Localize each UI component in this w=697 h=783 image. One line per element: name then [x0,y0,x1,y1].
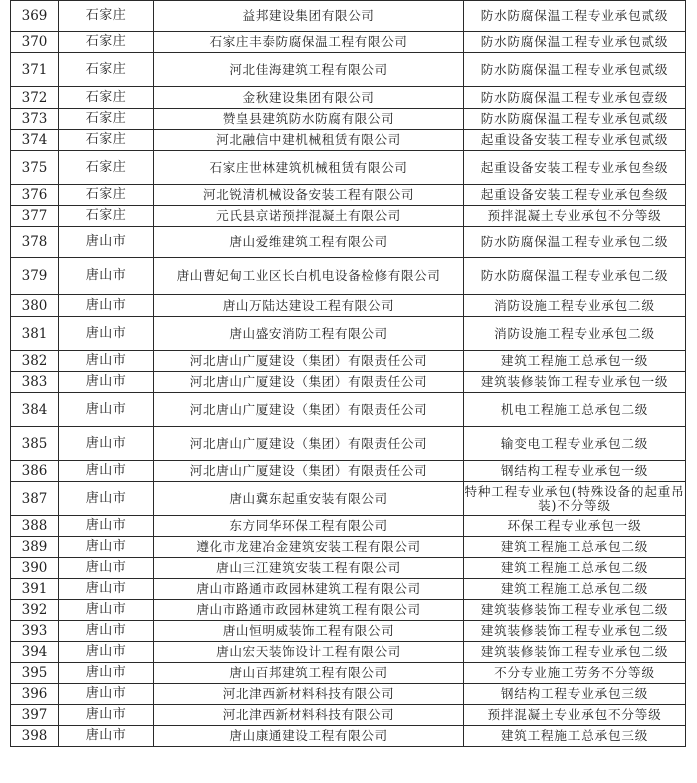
row-number: 386 [11,461,59,482]
row-city: 唐山市 [59,427,154,461]
row-number: 388 [11,516,59,537]
row-number: 395 [11,663,59,684]
table-row [11,53,686,87]
table-row [11,87,686,109]
row-city: 唐山市 [59,258,154,295]
table-row [11,185,686,206]
table-row [11,227,686,258]
row-city: 唐山市 [59,684,154,705]
row-number: 387 [11,482,59,516]
row-number: 377 [11,206,59,227]
row-number: 384 [11,393,59,427]
row-number: 378 [11,227,59,258]
row-city: 唐山市 [59,393,154,427]
row-number: 393 [11,621,59,642]
row-company: 唐山市路通市政园林建筑工程有限公司 [154,600,464,621]
row-city: 唐山市 [59,372,154,393]
table-row [11,295,686,317]
table-row [11,1,686,32]
table-row [11,579,686,600]
row-city: 石家庄 [59,130,154,151]
row-qualification: 起重设备安装工程专业承包叁级 [464,151,686,185]
row-qualification: 消防设施工程专业承包二级 [464,295,686,317]
row-company: 唐山康通建设工程有限公司 [154,726,464,747]
table-row [11,600,686,621]
row-number: 398 [11,726,59,747]
row-qualification: 钢结构工程专业承包三级 [464,684,686,705]
row-company: 唐山盛安消防工程有限公司 [154,317,464,351]
row-number: 390 [11,558,59,579]
table-row [11,130,686,151]
row-qualification: 建筑工程施工总承包二级 [464,579,686,600]
row-company: 河北融信中建机械租赁有限公司 [154,130,464,151]
row-qualification: 环保工程专业承包一级 [464,516,686,537]
table-row [11,351,686,372]
row-company: 河北佳海建筑工程有限公司 [154,53,464,87]
row-city: 石家庄 [59,109,154,130]
row-company: 唐山恒明威装饰工程有限公司 [154,621,464,642]
row-qualification: 建筑工程施工总承包三级 [464,726,686,747]
table-row [11,393,686,427]
row-number: 370 [11,32,59,53]
row-city: 唐山市 [59,537,154,558]
row-city: 唐山市 [59,600,154,621]
row-company: 唐山市路通市政园林建筑工程有限公司 [154,579,464,600]
row-qualification: 不分专业施工劳务不分等级 [464,663,686,684]
row-city: 唐山市 [59,461,154,482]
row-company: 东方同华环保工程有限公司 [154,516,464,537]
row-qualification: 建筑装修装饰工程专业承包二级 [464,600,686,621]
table-row [11,372,686,393]
row-number: 380 [11,295,59,317]
row-number: 389 [11,537,59,558]
row-qualification: 输变电工程专业承包二级 [464,427,686,461]
row-number: 383 [11,372,59,393]
row-company: 石家庄丰泰防腐保温工程有限公司 [154,32,464,53]
row-company: 河北津西新材料科技有限公司 [154,705,464,726]
row-company: 石家庄世林建筑机械租赁有限公司 [154,151,464,185]
table-body [11,1,686,747]
table-row [11,317,686,351]
row-qualification: 消防设施工程专业承包二级 [464,317,686,351]
row-company: 河北津西新材料科技有限公司 [154,684,464,705]
table-row [11,151,686,185]
row-company: 河北唐山广厦建设（集团）有限责任公司 [154,393,464,427]
qualification-table [10,0,686,747]
table-row [11,537,686,558]
row-number: 376 [11,185,59,206]
row-city: 唐山市 [59,579,154,600]
row-city: 唐山市 [59,726,154,747]
row-company: 唐山曹妃甸工业区长白机电设备检修有限公司 [154,258,464,295]
row-number: 379 [11,258,59,295]
table-row [11,461,686,482]
row-qualification: 建筑工程施工总承包一级 [464,351,686,372]
row-city: 唐山市 [59,558,154,579]
row-qualification: 特种工程专业承包(特殊设备的起重吊装)不分等级 [464,482,686,516]
table-row [11,705,686,726]
row-number: 375 [11,151,59,185]
row-qualification: 防水防腐保温工程专业承包贰级 [464,53,686,87]
row-number: 391 [11,579,59,600]
row-qualification: 防水防腐保温工程专业承包二级 [464,258,686,295]
row-city: 唐山市 [59,295,154,317]
row-qualification: 防水防腐保温工程专业承包壹级 [464,87,686,109]
row-company: 唐山万陆达建设工程有限公司 [154,295,464,317]
row-number: 382 [11,351,59,372]
row-company: 河北唐山广厦建设（集团）有限责任公司 [154,427,464,461]
row-qualification: 防水防腐保温工程专业承包二级 [464,227,686,258]
row-city: 唐山市 [59,642,154,663]
row-qualification: 建筑装修装饰工程专业承包一级 [464,372,686,393]
row-city: 唐山市 [59,351,154,372]
row-qualification: 建筑装修装饰工程专业承包二级 [464,642,686,663]
row-city: 唐山市 [59,317,154,351]
table-row [11,663,686,684]
row-qualification: 防水防腐保温工程专业承包贰级 [464,32,686,53]
row-company: 金秋建设集团有限公司 [154,87,464,109]
row-qualification: 防水防腐保温工程专业承包贰级 [464,1,686,32]
row-company: 河北唐山广厦建设（集团）有限责任公司 [154,461,464,482]
row-qualification: 起重设备安装工程专业承包贰级 [464,130,686,151]
row-company: 唐山宏天装饰设计工程有限公司 [154,642,464,663]
row-city: 石家庄 [59,206,154,227]
row-company: 元氏县京诺预拌混凝土有限公司 [154,206,464,227]
row-company: 赞皇县建筑防水防腐有限公司 [154,109,464,130]
row-city: 石家庄 [59,32,154,53]
table-row [11,482,686,516]
row-company: 唐山百邦建筑工程有限公司 [154,663,464,684]
table-row [11,642,686,663]
row-qualification: 预拌混凝土专业承包不分等级 [464,705,686,726]
row-qualification: 预拌混凝土专业承包不分等级 [464,206,686,227]
row-number: 372 [11,87,59,109]
row-city: 唐山市 [59,227,154,258]
row-company: 遵化市龙建冶金建筑安装工程有限公司 [154,537,464,558]
table-row [11,427,686,461]
row-city: 唐山市 [59,621,154,642]
table-row [11,32,686,53]
table-row [11,109,686,130]
row-city: 唐山市 [59,516,154,537]
table-row [11,726,686,747]
row-number: 374 [11,130,59,151]
row-number: 394 [11,642,59,663]
row-number: 392 [11,600,59,621]
table-row [11,516,686,537]
row-number: 369 [11,1,59,32]
table-row [11,258,686,295]
row-qualification: 建筑工程施工总承包二级 [464,558,686,579]
row-company: 唐山冀东起重安装有限公司 [154,482,464,516]
row-city: 石家庄 [59,53,154,87]
row-number: 385 [11,427,59,461]
row-number: 397 [11,705,59,726]
row-company: 河北唐山广厦建设（集团）有限责任公司 [154,372,464,393]
row-company: 益邦建设集团有限公司 [154,1,464,32]
row-qualification: 机电工程施工总承包二级 [464,393,686,427]
row-number: 396 [11,684,59,705]
row-company: 河北锐清机械设备安装工程有限公司 [154,185,464,206]
row-city: 石家庄 [59,151,154,185]
row-number: 373 [11,109,59,130]
row-qualification: 防水防腐保温工程专业承包贰级 [464,109,686,130]
table-row [11,206,686,227]
row-company: 河北唐山广厦建设（集团）有限责任公司 [154,351,464,372]
row-qualification: 建筑工程施工总承包二级 [464,537,686,558]
row-city: 石家庄 [59,87,154,109]
row-company: 唐山爱维建筑工程有限公司 [154,227,464,258]
table-row [11,558,686,579]
table-row [11,684,686,705]
row-qualification: 钢结构工程专业承包一级 [464,461,686,482]
row-qualification: 起重设备安装工程专业承包叁级 [464,185,686,206]
row-company: 唐山三江建筑安装工程有限公司 [154,558,464,579]
row-city: 唐山市 [59,482,154,516]
row-city: 石家庄 [59,185,154,206]
row-city: 唐山市 [59,705,154,726]
row-number: 381 [11,317,59,351]
table-row [11,621,686,642]
row-city: 唐山市 [59,663,154,684]
row-city: 石家庄 [59,1,154,32]
row-number: 371 [11,53,59,87]
row-qualification: 建筑装修装饰工程专业承包二级 [464,621,686,642]
